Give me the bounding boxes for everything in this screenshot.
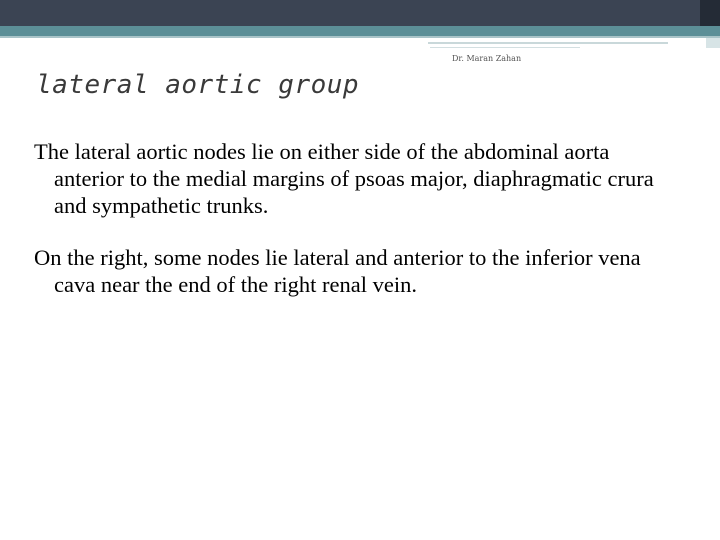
author-footer: Dr. Maran Zahan — [452, 54, 522, 63]
body-paragraph: On the right, some nodes lie lateral and anterior to the inferior vena cava near the end of the right renal vein. — [34, 245, 641, 297]
slide-body — [34, 138, 674, 323]
header-accent-line — [428, 42, 668, 44]
top-banner-right-block — [700, 0, 720, 26]
top-banner-light-stripe — [0, 36, 720, 38]
header-accent-block — [706, 38, 720, 48]
body-paragraph: The lateral aortic nodes lie on either side of the abdominal aorta anterior to the medial margins of psoas major, diaphragmatic crura and sympathetic trunks. — [34, 139, 654, 218]
top-banner-dark — [0, 0, 700, 26]
top-banner-teal-stripe — [0, 26, 720, 36]
slide-title: lateral aortic group — [36, 70, 360, 100]
header-accent-line-thin — [430, 47, 580, 48]
